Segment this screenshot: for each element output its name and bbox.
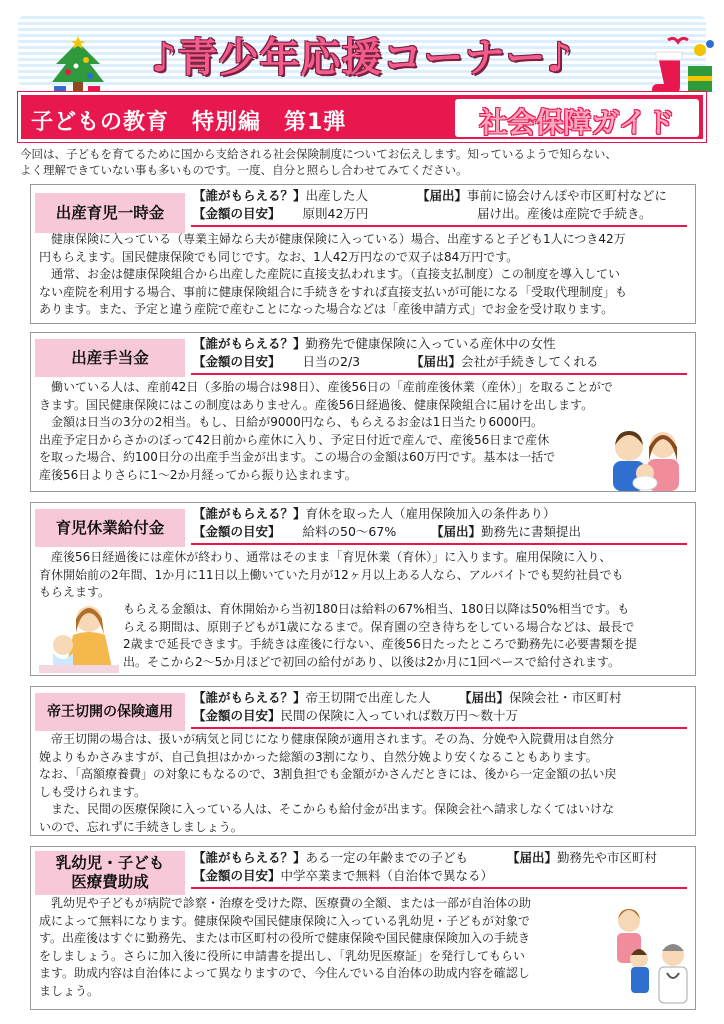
section-title-line: 乳幼児・子ども [55,854,165,872]
section-maternity-allowance [30,332,696,492]
info-who [193,849,468,867]
divider [191,225,687,227]
section-title: 育児休業給付金 [35,509,185,547]
divider [191,543,687,545]
section-birth-lump-sum [30,184,696,324]
amount-label: 【金額の目安】 [193,868,281,883]
divider [191,373,687,375]
info-submit [417,187,667,205]
who-value: 出産した人 [305,188,369,203]
who-label: 【誰がもらえる？】 [193,506,306,521]
amount-value: 給料の50～67% [302,524,397,539]
body-line: をしましょう。さらに加入後に役所に申請書を提出し、「乳幼児医療証」を発行してもらい [39,948,526,963]
body-line: もらえます。 [39,585,111,599]
submit-label: 【届出】 [431,524,482,539]
submit-value: 保険会社・市区町村 [509,690,622,705]
submit-value: 勤務先に書類提出 [481,524,582,539]
info-submit [431,523,581,541]
info-who [193,505,556,523]
body-line: ましょう。 [39,983,100,998]
amount-label: 【金額の目安】 [193,708,281,723]
info-who [193,187,368,205]
body-line: 育休開始前の2年間、1か月に11日以上働いていた月が12ヶ月以上ある人なら、アルバイトでも契約社員でも [39,567,624,582]
amount-value: 中学卒業まで無料（自治体で異なる） [280,868,494,883]
body-line: 産後56日よりさらに1～2か月経ってから振り込まれます。 [39,467,357,482]
who-label: 【誰がもらえる？】 [193,690,306,705]
body-line: ない産院を利用する場合、事前に健康保険組合に手続きをすれば直接支払いが可能になる「受取代理制度」も [39,284,628,299]
section-child-medical-subsidy [30,846,696,1010]
body-line: 乳幼児や子どもが病院で診察・治療を受けた際、医療費の全額、または一部が自治体の助 [39,896,532,910]
body-line: 成によって無料になります。健康保険や国民健康保険に入っている乳幼児・子どもが対象で [39,913,531,928]
section-body [39,379,693,484]
section-body [39,231,693,319]
section-title: 出産手当金 [35,339,185,377]
submit-label: 【届出】 [507,850,558,865]
divider [191,727,687,729]
subtitle-bar [18,92,706,142]
who-label: 【誰がもらえる？】 [193,188,306,203]
body-line: きます。国民健康保険にはこの制度はありません。産後56日経過後、健康保険組合に届けを出します。 [39,397,594,412]
who-value: ある一定の年齢までの子ども [305,850,469,865]
section-caesarean-insurance [30,686,696,836]
christmas-tree-icon [48,36,108,98]
guide-title: 社会保障ガイド [479,106,675,139]
body-line: 出。そこから2～5か月ほどで初回の給付があり、以後は2か月に1回ペースで給付されます。 [123,654,620,669]
body-line: 通常、お金は健康保険組合から出産した産院に直接支払われます。（直接支払制度）この制度を導入してい [39,267,621,281]
intro-line: 今回は、子どもを育てるために国から支給される社会保険制度についてお伝えします。知っているようで知らない、 [20,147,617,161]
doctor-child-illustration [609,903,693,1007]
submit-value: 会社が手続きしてくれる [461,354,599,369]
info-submit [411,353,599,371]
section-title-line: 医療費助成 [71,873,149,891]
who-value: 帝王切開で出産した人 [305,690,431,705]
info-amount [193,353,360,371]
body-line: また、民間の医療保険に入っている人は、そこからも給付金が出ます。保険会社へ請求しなくてはいけな [39,802,615,816]
amount-value: 原則42万円 [302,206,369,221]
body-line: 2歳まで延長できます。手続きは産後に行ない、産後56日たったところで勤務先に必要書類を提 [123,637,637,651]
amount-value: 民間の保険に入っていれば数万円～数十万 [280,708,519,723]
section-body-continued [123,601,693,671]
info-amount [193,707,518,725]
page-title: ♪青少年応援コーナー♪ [150,35,574,81]
who-value: 勤務先で健康保険に入っている産休中の女性 [305,336,556,351]
submit-label: 【届出】 [459,690,510,705]
body-line: もらえる金額は、育休開始から当初180日は給料の67%相当、180日以降は50%相当です。も [123,602,630,616]
section-body [39,895,609,1000]
body-line: 働いている人は、産前42日（多胎の場合は98日）、産後56日の「産前産後休業（産休）」を取ることがで [39,380,613,394]
body-line: ます。助成内容は自治体によって異なりますので、今住んでいる自治体の助成内容を確認し [39,966,530,980]
section-childcare-leave-benefit [30,502,696,676]
body-line: 円もらえます。国民健康保険でも同じです。なお、1人42万円なので双子は84万円です。 [39,249,519,264]
amount-label: 【金額の目安】 [193,524,281,539]
intro-text [20,146,706,178]
info-who [193,689,431,707]
family-illustration [599,423,691,491]
body-line: 金額は日当の3分の2相当。もし、日給が9000円なら、もらえるお金は1日当たり6000円。 [39,415,543,429]
body-line: 出産予定日からさかのぼって42日前から産休に入り、予定日付近で産んで、産後56日まで産休 [39,432,550,447]
body-line: らえる期間は、原則子どもが1歳になるまで。保育園の空き待ちをしている場合などは、最長で [123,619,635,634]
intro-line: よく理解できていない事も多いものです。一度、自分と照らし合わせてみてください。 [20,163,468,177]
submit-label: 【届出】 [411,354,462,369]
amount-value: 日当の2/3 [302,354,361,369]
mother-baby-illustration [39,601,119,673]
body-line: 産後56日経過後には産休が終わり、通常はそのまま「育児休業（育休）」に入ります。雇用保険に入り、 [39,550,612,564]
info-amount [193,867,493,885]
guide-label-box [455,99,699,137]
body-line: 娩よりもかさみますが、自己負担はかかった総額の3割になり、自然分娩より安くなることもあります。 [39,749,598,764]
page-subtitle: 子どもの教育 特別編 第1弾 [31,110,347,135]
submit-label: 【届出】 [417,188,468,203]
header-banner [18,16,706,86]
body-line: 健康保険に入っている（専業主婦なら夫が健康保険に入っている）場合、出産すると子ども1人につき42万 [39,232,626,246]
info-submit [459,689,622,707]
section-body [39,731,693,836]
body-line: を取った場合、約100日分の出産手当金が出ます。この場合の金額は60万円です。基本は一括で [39,450,556,464]
info-who [193,335,556,353]
submit-value: 事前に協会けんぽや市区町村などに [467,188,668,203]
body-line: す。出産後はすぐに勤務先、または市区町村の役所で健康保険や国民健康保険加入の手続き [39,931,531,945]
section-body [39,549,693,602]
amount-label: 【金額の目安】 [193,354,281,369]
divider [191,887,687,889]
submit-value-line2: 届け出。産後は産院で手続き。 [477,206,652,221]
info-submit [507,849,657,867]
who-value: 育休を取った人（雇用保険加入の条件あり） [305,506,556,521]
body-line: あります。また、予定と違う産院で産むことになった場合などは「産後申請方式」でお金を受け取ります。 [39,302,614,316]
section-title [35,851,185,895]
submit-value: 勤務先や市区町村 [557,850,658,865]
body-line: なお、「高額療養費」の対象にもなるので、3割負担でも金額がかさんだときには、後から一定金額の払い戻 [39,767,617,781]
body-line: 帝王切開の場合は、扱いが病気と同じになり健康保険が適用されます。その為、分娩や入院費用は自然分 [39,732,615,746]
who-label: 【誰がもらえる？】 [193,336,306,351]
info-amount [193,523,396,541]
body-line: しも受けられます。 [39,784,147,799]
body-line: いので、忘れずに手続きしましょう。 [39,819,243,834]
info-amount [193,205,368,223]
who-label: 【誰がもらえる？】 [193,850,306,865]
section-title: 出産育児一時金 [35,193,185,233]
section-title: 帝王切開の保険適用 [35,693,185,731]
amount-label: 【金額の目安】 [193,206,281,221]
